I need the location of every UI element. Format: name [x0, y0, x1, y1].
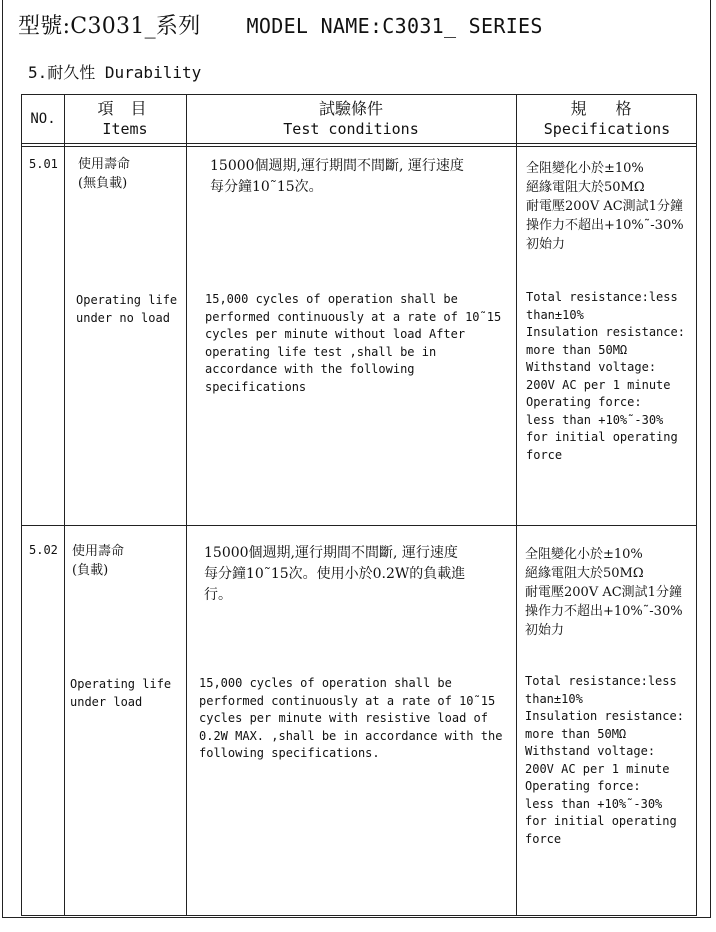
item-en: Operating life under no load [76, 293, 178, 325]
column-divider [64, 95, 65, 915]
row-divider [22, 525, 696, 526]
header-spec-cn: 規 格 [570, 99, 644, 118]
column-divider [186, 95, 187, 915]
section-title: 5.耐久性 Durability [28, 63, 202, 82]
model-name-cn: 型號:C3031_系列 [18, 14, 201, 39]
document-title [18, 9, 543, 40]
durability-table [21, 94, 697, 916]
column-divider [516, 95, 517, 915]
header-test-cn: 試驗條件 [318, 99, 383, 118]
test-conditions-cn: 15000個週期,運行期間不間斷, 運行速度 每分鐘10˜15次。使用小於0.2W的負載進 行。 [204, 545, 466, 603]
item-cn: 使用壽命 (無負載) [78, 157, 131, 191]
specifications-en: Total resistance:less than±10% Insulation resistance: more than 50MΩ Withstand voltage: 200V AC per 1 minute Operating force: less than +10%˜-30% for initial operating force [525, 674, 684, 846]
specifications-en: Total resistance:less than±10% Insulation resistance: more than 50MΩ Withstand voltage: 200V AC per 1 minute Operating force: less than +10%˜-30% for initial operating force [526, 290, 685, 462]
item-cn: 使用壽命 (負載) [72, 544, 125, 578]
item-en: Operating life under load [70, 677, 172, 709]
row-number: 5.02 [29, 543, 58, 557]
header-items-cn: 項 目 [97, 99, 153, 118]
specifications-cn: 全阻變化小於±10% 絕緣電阻大於50MΩ 耐電壓200V AC測試1分鐘 操作力不超出+10%˜-30% 初始力 [525, 547, 683, 638]
header-test-en: Test conditions [283, 120, 419, 138]
test-conditions-en: 15,000 cycles of operation shall be performed continuously at a rate of 10˜15 cycles per minute without load After operating life test ,shall be in accordance with the following specifications [205, 292, 502, 394]
header-spec-en: Specifications [543, 120, 671, 138]
specifications-cn: 全阻變化小於±10% 絕緣電阻大於50MΩ 耐電壓200V AC測試1分鐘 操作力不超出+10%˜-30% 初始力 [526, 161, 684, 252]
model-name-en: MODEL NAME:C3031_ SERIES [246, 14, 543, 38]
row-number: 5.01 [29, 157, 58, 171]
header-test [186, 99, 516, 139]
header-divider-double [22, 146, 696, 147]
test-conditions-cn: 15000個週期,運行期間不間斷, 運行速度 每分鐘10˜15次。 [210, 158, 464, 195]
header-no: NO. [30, 111, 56, 127]
test-conditions-en: 15,000 cycles of operation shall be performed continuously at a rate of 10˜15 cycles per minute with resistive load of 0.2W MAX. ,shall be in accordance with the following specifications. [199, 676, 503, 760]
header-items [64, 99, 186, 139]
header-specifications [516, 99, 698, 139]
header-divider [22, 143, 696, 144]
header-items-en: Items [102, 120, 148, 138]
